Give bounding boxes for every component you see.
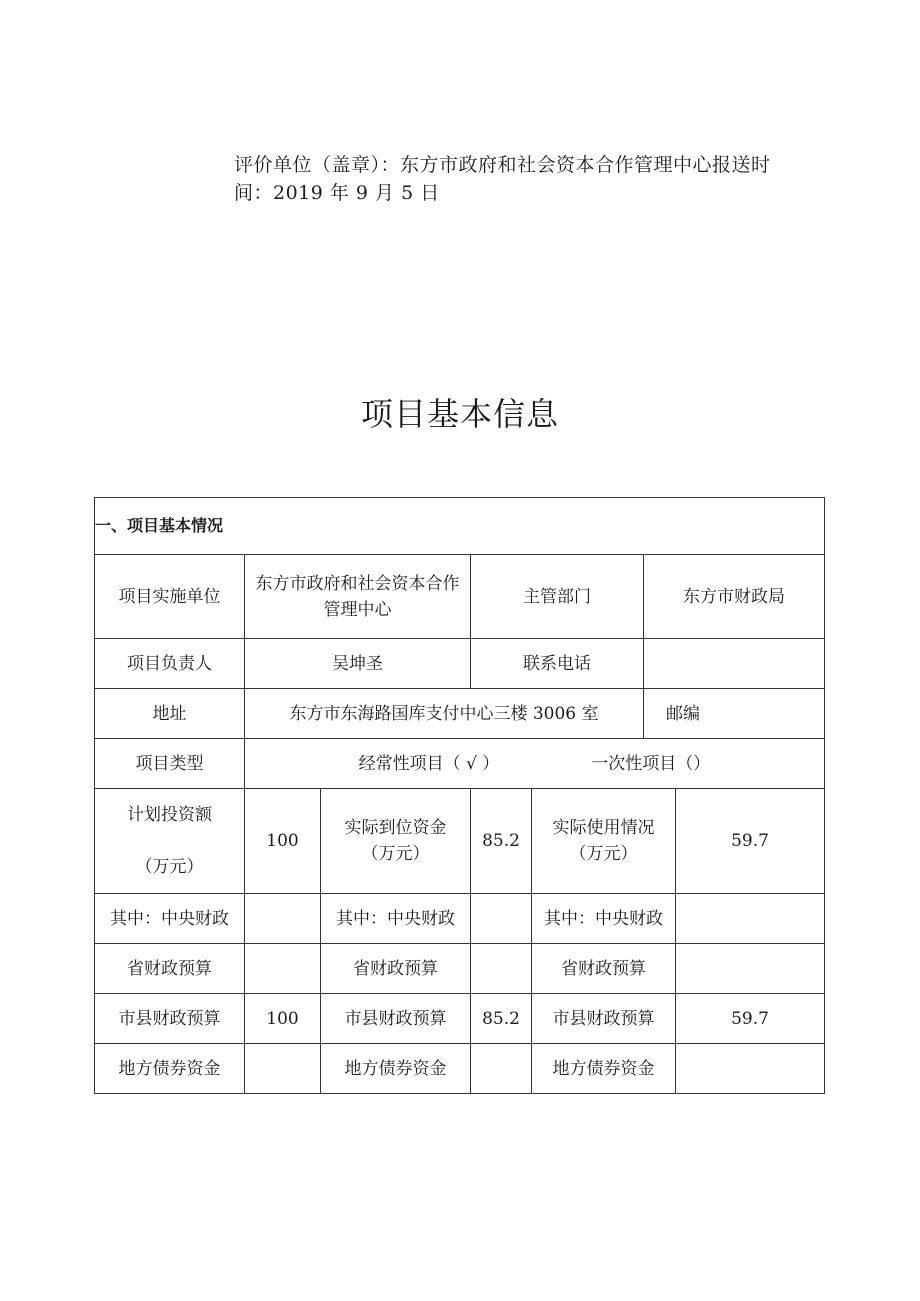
fund-plan-value [245,894,321,944]
fund-label: 省财政预算 [95,944,245,994]
leader-label: 项目负责人 [95,639,245,689]
usage-label [532,789,676,894]
postcode-label: 邮编 [644,689,825,739]
type-label: 项目类型 [95,739,245,789]
fund-label: 市县财政预算 [95,994,245,1044]
type-option-one-time: 一次性项目（） [591,753,711,774]
plan-label [95,789,245,894]
fund-plan-value [245,1044,321,1094]
section-title: 一、项目基本情况 [95,498,825,555]
plan-label-line2: （万元） [135,857,204,877]
usage-value: 59.7 [676,789,825,894]
impl-unit-label: 项目实施单位 [95,555,245,639]
fund-label: 其中：中央财政 [95,894,245,944]
address-row [95,689,825,739]
fund-row-local-bond [95,1044,825,1094]
fund-usage-value [676,944,825,994]
impl-unit-row [95,555,825,639]
fund-usage-value: 59.7 [676,994,825,1044]
fund-actual-value [471,894,532,944]
fund-plan-value [245,944,321,994]
actual-value: 85.2 [471,789,532,894]
leader-value: 吴坤圣 [245,639,471,689]
evaluation-unit-line: 评价单位（盖章）：东方市政府和社会资本合作管理中心报送时 [234,154,771,176]
dept-label: 主管部门 [471,555,644,639]
fund-usage-value [676,894,825,944]
fund-actual-label: 其中：中央财政 [321,894,471,944]
fund-row-province [95,944,825,994]
dept-value: 东方市财政局 [644,555,825,639]
page-title: 项目基本信息 [360,395,559,433]
address-value: 东方市东海路国库支付中心三楼 3006 室 [245,689,644,739]
actual-label-line2: （万元） [361,844,430,864]
actual-label [321,789,471,894]
fund-row-city-county [95,994,825,1044]
type-row [95,739,825,789]
leader-row [95,639,825,689]
type-options [245,739,825,789]
investment-row [95,789,825,894]
fund-label: 地方债券资金 [95,1044,245,1094]
fund-usage-label: 其中：中央财政 [532,894,676,944]
fund-usage-value [676,1044,825,1094]
phone-label: 联系电话 [471,639,644,689]
address-label: 地址 [95,689,245,739]
impl-unit-value: 东方市政府和社会资本合作管理中心 [245,555,471,639]
plan-value: 100 [245,789,321,894]
fund-actual-label: 市县财政预算 [321,994,471,1044]
fund-plan-value: 100 [245,994,321,1044]
phone-value [644,639,825,689]
fund-usage-label: 省财政预算 [532,944,676,994]
report-date-line: 间：2019 年 9 月 5 日 [234,182,440,204]
usage-label-line2: （万元） [569,844,638,864]
fund-actual-value [471,944,532,994]
fund-actual-value [471,1044,532,1094]
actual-label-line1: 实际到位资金 [344,818,447,838]
usage-label-line1: 实际使用情况 [552,818,655,838]
plan-label-line1: 计划投资额 [127,805,212,825]
fund-actual-label: 省财政预算 [321,944,471,994]
type-option-recurring: 经常性项目（ √ ） [358,753,500,774]
fund-usage-label: 地方债券资金 [532,1044,676,1094]
fund-actual-value: 85.2 [471,994,532,1044]
fund-actual-label: 地方债券资金 [321,1044,471,1094]
fund-usage-label: 市县财政预算 [532,994,676,1044]
project-info-table [94,497,825,1094]
fund-row-central [95,894,825,944]
section-row [95,498,825,555]
